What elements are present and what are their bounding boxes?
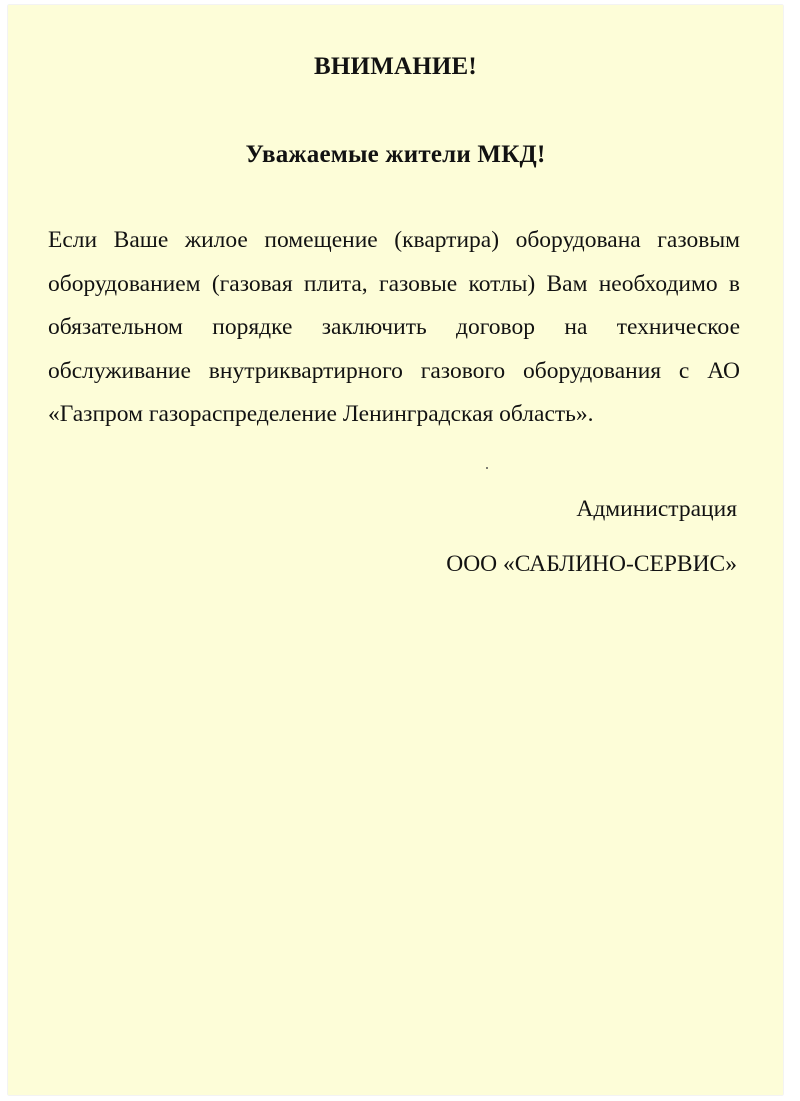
body-line-3: обязательном порядке заключить договор на техническое (48, 314, 740, 340)
body-line-1: Если Ваше жилое помещение (квартира) оборудована газовым (48, 227, 740, 253)
notice-body (48, 219, 740, 437)
notice-title: ВНИМАНИЕ! (314, 53, 477, 80)
paper-speck (486, 467, 488, 469)
body-line-5: «Газпром газораспределение Ленинградская область». (48, 401, 594, 427)
notice-sheet (8, 5, 783, 1095)
notice-greeting: Уважаемые жители МКД! (245, 141, 546, 168)
body-line-2: оборудованием (газовая плита, газовые котлы) Вам необходимо в (48, 270, 740, 297)
signature-organization: ООО «САБЛИНО-СЕРВИС» (446, 551, 737, 577)
body-line-4: обслуживание внутриквартирного газового оборудования с АО (48, 357, 740, 384)
signature-department: Администрация (576, 496, 737, 522)
